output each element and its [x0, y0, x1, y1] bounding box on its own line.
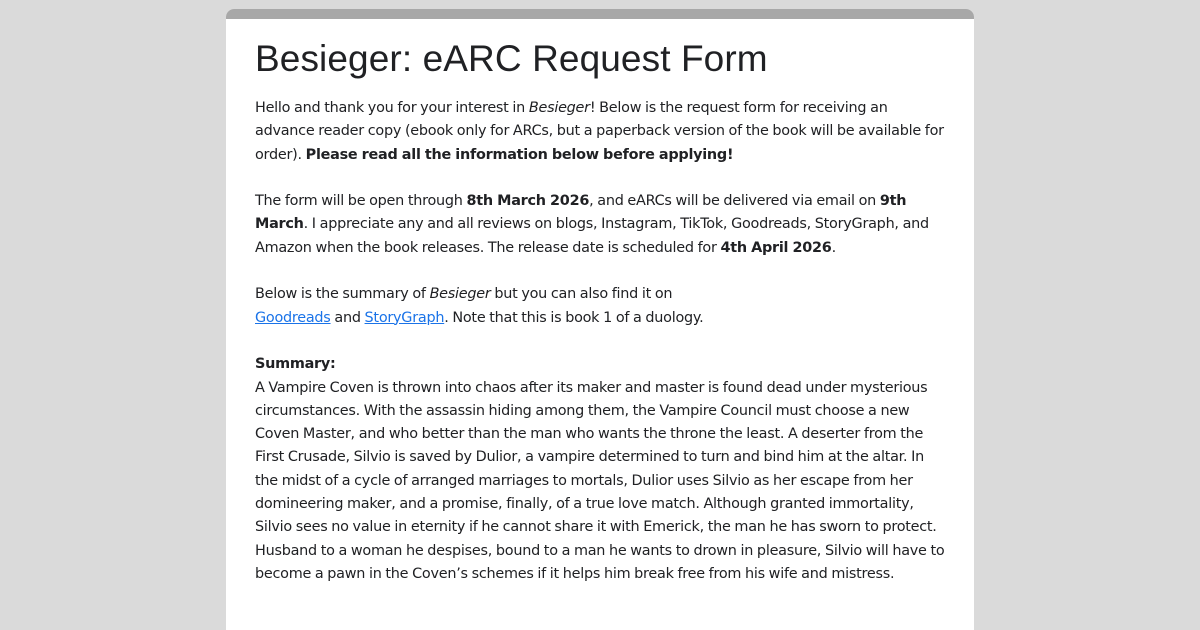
card-accent-bar — [226, 9, 974, 19]
schedule-text-a: The form will be open through — [255, 193, 467, 210]
form-title: Besieger: eARC Request Form — [255, 38, 768, 79]
links-text-b: but you can also find it on — [490, 286, 673, 303]
links-text-c: . Note that this is book 1 of a duology. — [444, 309, 704, 326]
schedule-text-b: , and eARCs will be delivered via email on — [589, 193, 880, 210]
goodreads-link[interactable]: Goodreads — [255, 309, 331, 326]
schedule-paragraph — [255, 190, 945, 260]
intro-paragraph — [255, 97, 945, 167]
summary-text: A Vampire Coven is thrown into chaos after its maker and master is found dead under mysterious circumstances. With the assassin hiding among them, the Vampire Council must choose a new Coven Master, and who better than the man who wants the throne the least. A deserter from the First Crusade, Silvio is saved by Dulior, a vampire determined to turn and bind him at the altar. In the midst of a cycle of arranged marriages to mortals, Dulior uses Silvio as her escape from her domineering maker, and a promise, finally, of a true love match. Although granted immortality, Silvio sees no value in eternity if he cannot share it with Emerick, the man he has sworn to protect. Husband to a woman he despises, bound to a man he wants to drown in pleasure, Silvio will have to become a pawn in the Coven’s schemes if it helps him break free from his wife and mistress. — [255, 379, 945, 582]
intro-warning: Please read all the information below before applying! — [305, 146, 734, 163]
schedule-text-d: . — [831, 239, 836, 256]
links-paragraph — [255, 283, 945, 330]
links-text-and: and — [330, 309, 365, 326]
close-date: 8th March 2026 — [466, 193, 590, 210]
form-description — [255, 97, 945, 586]
card-content — [226, 19, 974, 586]
release-date: 4th April 2026 — [720, 239, 832, 256]
schedule-text-c: . I appreciate any and all reviews on blogs, Instagram, TikTok, Goodreads, StoryGraph, and Amazon when the book releases. The release date is scheduled for — [255, 216, 929, 256]
links-book-title: Besieger — [429, 286, 491, 303]
summary-paragraph — [255, 353, 945, 586]
storygraph-link[interactable]: StoryGraph — [364, 309, 445, 326]
form-header-card — [226, 9, 974, 630]
intro-text-b: ! Below is the request form for receiving an advance reader copy (ebook only for ARCs, but a paperback version of the book will be available for order). — [255, 100, 944, 163]
intro-book-title: Besieger — [528, 100, 590, 116]
intro-text-a: Hello and thank you for your interest in — [255, 100, 529, 116]
summary-heading: Summary: — [255, 356, 336, 373]
links-text-a: Below is the summary of — [255, 286, 430, 303]
delivery-date: 9th March — [255, 193, 907, 233]
